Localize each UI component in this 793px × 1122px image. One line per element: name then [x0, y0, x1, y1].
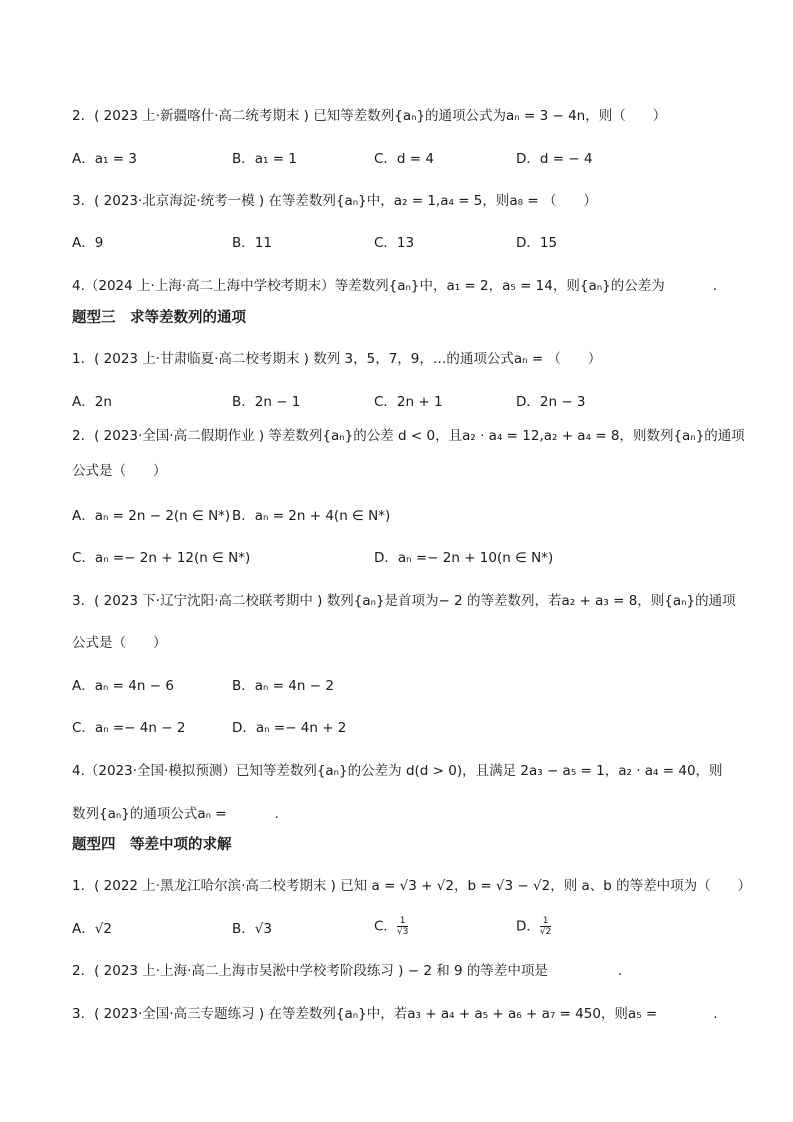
section-heading-3: 题型三 求等差数列的通项 [72, 310, 246, 326]
option-b: B．√3 [232, 921, 272, 937]
option-c: C．2n + 1 [374, 394, 443, 410]
question-4-stem: 4.（2024 上·上海·高二上海中学校考期末）等差数列{aₙ}中，a₁ = 2，a₅ = 14，则{aₙ}的公差为 . [72, 278, 717, 294]
option-c: C．13 [374, 235, 415, 251]
option-d: D． $\frac{1}{√2}$ [516, 916, 552, 937]
question-4-stem: 4.（2023·全国·模拟预测）已知等差数列{aₙ}的公差为 d(d > 0)，且满足 2a₃ − a₅ = 1，a₂ · a₄ = 40，则 [72, 763, 723, 779]
option-a: A．a₁ = 3 [72, 151, 137, 167]
option-c: C． $\frac{1}{√3}$ [374, 916, 409, 937]
question-3-stem: 3．( 2023·北京海淀·统考一模 ) 在等差数列{aₙ}中，a₂ = 1,a₄ = 5，则a₈ = （ ） [72, 193, 597, 209]
question-1-stem: 1．( 2023 上·甘肃临夏·高二校考期末 ) 数列 3，5，7，9，…的通项公式aₙ = （ ） [72, 351, 602, 367]
option-b: B．aₙ = 4n − 2 [232, 678, 334, 694]
option-b: B．2n − 1 [232, 394, 301, 410]
option-d: D．aₙ =− 4n + 2 [232, 720, 347, 736]
option-a: A．aₙ = 2n − 2(n ∈ N*) [72, 508, 231, 524]
fraction: $\frac{1}{√2}$ [539, 916, 552, 937]
option-c: C．aₙ =− 2n + 12(n ∈ N*) [72, 550, 251, 566]
option-a: A．√2 [72, 921, 112, 937]
question-3-stem-cont: 公式是（ ） [72, 635, 167, 651]
fraction: $\frac{1}{√3}$ [396, 916, 409, 937]
question-1-stem: 1．( 2022 上·黑龙江哈尔滨·高二校考期末 ) 已知 a = √3 + √2，b = √3 − √2，则 a、b 的等差中项为（ ） [72, 878, 752, 894]
section-heading-4: 题型四 等差中项的求解 [72, 837, 232, 853]
question-2-stem: 2．( 2023 上·新疆喀什·高二统考期末 ) 已知等差数列{aₙ}的通项公式为aₙ = 3 − 4n，则（ ） [72, 108, 667, 124]
option-a: A．2n [72, 394, 112, 410]
option-b: B．11 [232, 235, 272, 251]
option-d: D．aₙ =− 2n + 10(n ∈ N*) [374, 550, 554, 566]
question-2-stem: 2．( 2023·全国·高二假期作业 ) 等差数列{aₙ}的公差 d < 0，且a₂ · a₄ = 12,a₂ + a₄ = 8，则数列{aₙ}的通项 [72, 428, 745, 444]
option-c: C．d = 4 [374, 151, 434, 167]
option-a: A．9 [72, 235, 104, 251]
option-c: C．aₙ =− 4n − 2 [72, 720, 186, 736]
option-b: B．aₙ = 2n + 4(n ∈ N*) [232, 508, 391, 524]
question-2-stem-cont: 公式是（ ） [72, 463, 167, 479]
question-2-stem: 2．( 2023 上·上海·高二上海市吴淞中学校考阶段练习 ) − 2 和 9 的等差中项是 . [72, 963, 623, 979]
option-d: D．d = − 4 [516, 151, 593, 167]
option-b: B．a₁ = 1 [232, 151, 297, 167]
option-d: D．15 [516, 235, 558, 251]
question-3-stem: 3．( 2023 下·辽宁沈阳·高二校联考期中 ) 数列{aₙ}是首项为− 2 的等差数列，若a₂ + a₃ = 8，则{aₙ}的通项 [72, 593, 736, 609]
option-d: D．2n − 3 [516, 394, 586, 410]
question-4-stem-cont: 数列{aₙ}的通项公式aₙ = . [72, 806, 279, 822]
option-a: A．aₙ = 4n − 6 [72, 678, 174, 694]
question-3-stem: 3．( 2023·全国·高三专题练习 ) 在等差数列{aₙ}中，若a₃ + a₄ + a₅ + a₆ + a₇ = 450，则a₅ = . [72, 1006, 718, 1022]
